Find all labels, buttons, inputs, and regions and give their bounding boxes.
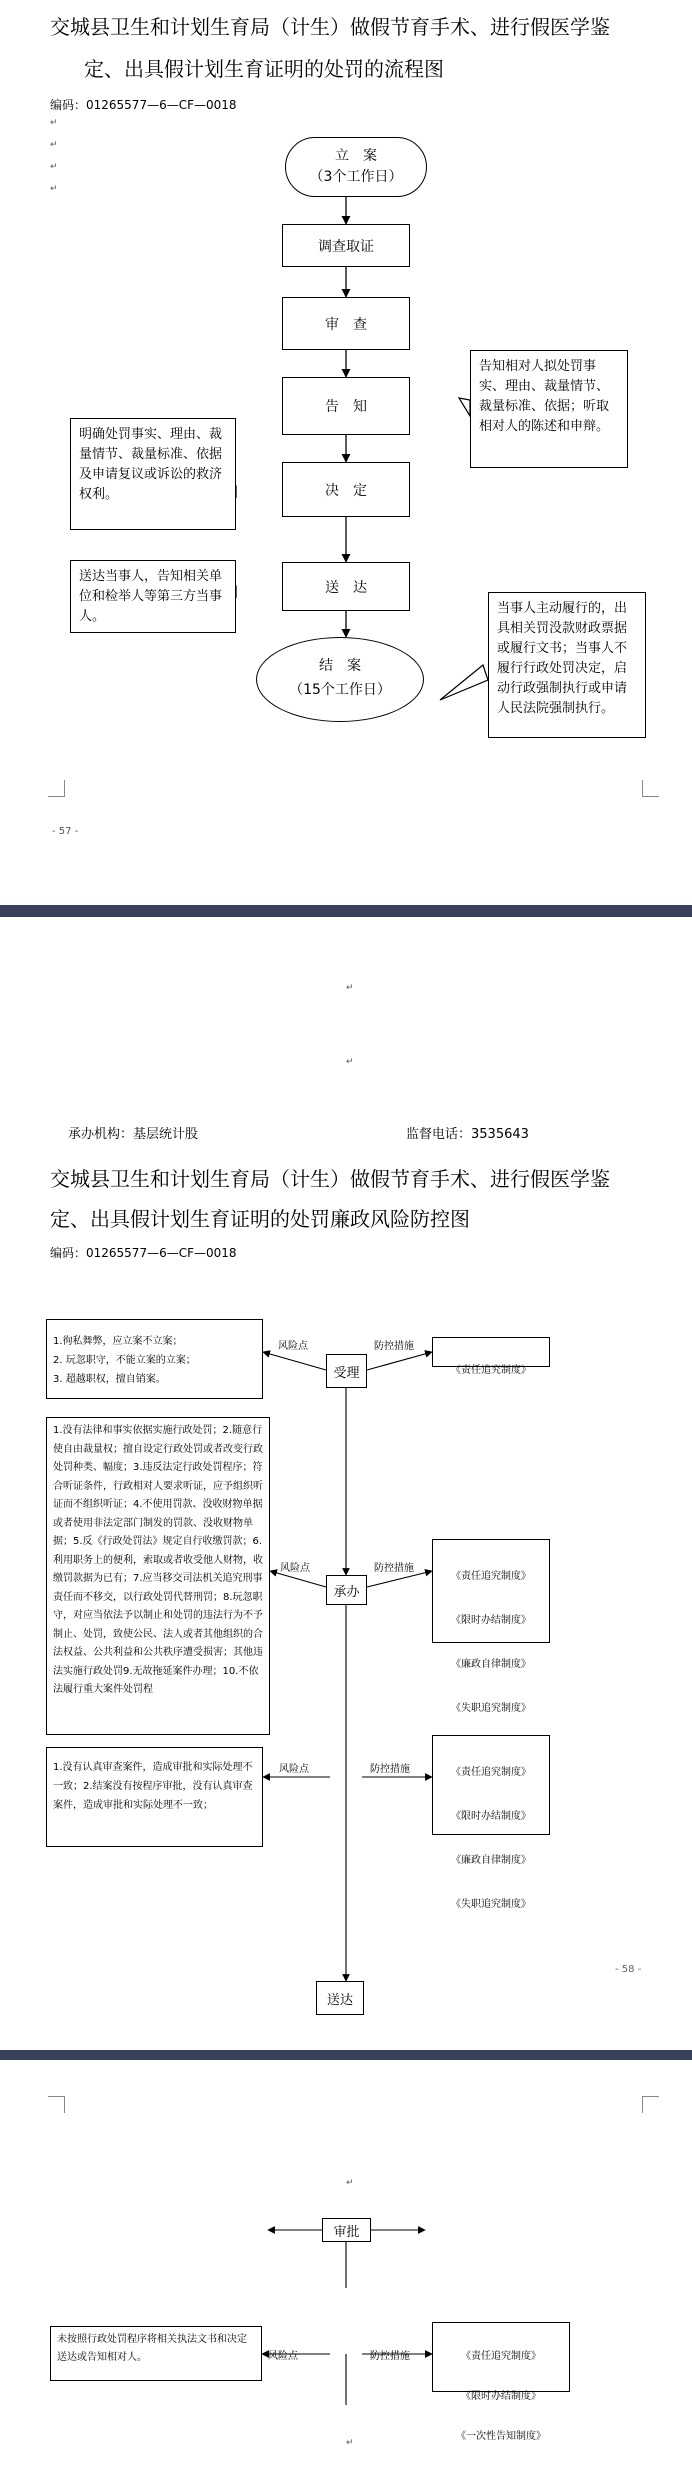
- end-node-label: 结 案: [319, 658, 361, 674]
- control-deliver-item: 《限时办结制度》: [451, 1811, 531, 1822]
- step-inform: 告 知: [282, 377, 410, 435]
- crop-mark: [642, 780, 659, 797]
- paragraph-mark: ↵: [50, 184, 58, 194]
- approve-connectors: [0, 2060, 692, 2468]
- control-approve-item: 《责任追究制度》: [461, 2351, 541, 2362]
- control-accept-item: 《责任追究制度》: [451, 1365, 531, 1376]
- node-accept: 受理: [326, 1354, 367, 1388]
- agency-label: 承办机构：基层统计股: [68, 1127, 199, 1142]
- page-separator: [0, 905, 692, 917]
- risk-box-undertake: 1.没有法律和事实依据实施行政处罚；2.随意行使自由裁量权；擅自设定行政处罚或者改变行政处罚种类、幅度；3.违反法定行政处罚程序；符合听证条件，行政相对人要求听证，应予组织听证而不组织听证；4.不使用罚款、没收财物单据或者使用非法定部门制发的罚款、没收财物单据；5.反《行政处罚法》规定自行收缴罚款；6.利用职务上的便利，索取或者收受他人财物，收缴罚款据为已有；7.应当移交司法机关追究刑事责任而不移交，以行政处罚代替刑罚；8.玩忽职守，对应当依法予以制止和处罚的违法行为不予制止、处罚，致使公民、法人或者其他组织的合法权益、公共利益和公共秩序遭受损害；其他违法实施行政处罚9.无故拖延案件办理；10.不依法履行重大案件处罚程: [46, 1417, 270, 1735]
- page-2: [0, 917, 692, 2050]
- control-box-accept: [432, 1337, 550, 1376]
- note-deliver: 送达当事人，告知相关单位和检举人等第三方当事人。: [70, 560, 236, 633]
- paragraph-mark: ↵: [346, 2178, 354, 2188]
- step-deliver: 送 达: [282, 562, 410, 611]
- control-label-deliver: 防控措施: [370, 1764, 410, 1775]
- crop-mark: [48, 780, 65, 797]
- page-1: [0, 0, 692, 905]
- risk-label-deliver: 风险点: [279, 1764, 309, 1775]
- note-decide: 明确处罚事实、理由、裁量情节、裁量标准、依据及申请复议或诉讼的救济权利。: [70, 418, 236, 530]
- control-label-undertake: 防控措施: [374, 1563, 414, 1574]
- document-code: 编码：01265577—6—CF—0018: [50, 98, 237, 112]
- control-deliver-item: 《廉政自律制度》: [451, 1855, 531, 1866]
- risk-label-accept: 风险点: [278, 1341, 308, 1352]
- step-investigate: 调查取证: [282, 224, 410, 267]
- control-label-approve: 防控措施: [370, 2351, 410, 2362]
- start-node: [285, 137, 427, 197]
- node-approve: 审批: [322, 2218, 371, 2242]
- phone-label: 监督电话：3535643: [406, 1127, 529, 1142]
- control-approve-item: 《一次性告知制度》: [456, 2431, 546, 2442]
- page-title-line1: 交城县卫生和计划生育局（计生）做假节育手术、进行假医学鉴: [50, 1167, 610, 1191]
- control-undertake-item: 《失职追究制度》: [451, 1703, 531, 1714]
- control-box-undertake: [432, 1539, 550, 1714]
- control-deliver-item: 《失职追究制度》: [451, 1899, 531, 1910]
- risk-label-undertake: 风险点: [280, 1563, 310, 1574]
- page-number: - 57 -: [52, 826, 79, 837]
- page-title-line1: 交城县卫生和计划生育局（计生）做假节育手术、进行假医学鉴: [50, 15, 610, 39]
- risk-box-accept: 1.徇私舞弊，应立案不立案； 2. 玩忽职守，不能立案的立案； 3. 超越职权，擅自销案。: [46, 1319, 263, 1399]
- paragraph-mark: ↵: [346, 983, 354, 993]
- end-node-duration: （15个工作日）: [289, 682, 391, 698]
- step-decide: 决 定: [282, 462, 410, 517]
- document-code: 编码：01265577—6—CF—0018: [50, 1246, 237, 1260]
- note-close: 当事人主动履行的，出具相关罚没款财政票据或履行文书；当事人不履行行政处罚决定，启动行政强制执行或申请人民法院强制执行。: [488, 592, 646, 738]
- paragraph-mark: ↵: [50, 118, 58, 128]
- page-separator: [0, 2050, 692, 2060]
- start-node-duration: （3个工作日）: [309, 169, 403, 185]
- page-number: - 58 -: [615, 1964, 642, 1975]
- page-title-line2: 定、出具假计划生育证明的处罚廉政风险防控图: [50, 1207, 470, 1231]
- control-undertake-item: 《限时办结制度》: [451, 1615, 531, 1626]
- paragraph-mark: ↵: [50, 162, 58, 172]
- node-deliver: 送达: [316, 1981, 364, 2015]
- node-undertake: 承办: [326, 1575, 367, 1605]
- page-title-line2: 定、出具假计划生育证明的处罚的流程图: [84, 57, 444, 81]
- control-undertake-item: 《责任追究制度》: [451, 1571, 531, 1582]
- step-review: 审 查: [282, 297, 410, 350]
- control-deliver-item: 《责任追究制度》: [451, 1767, 531, 1778]
- page-3: [0, 2060, 692, 2468]
- paragraph-mark: ↵: [50, 140, 58, 150]
- start-node-label: 立 案: [335, 148, 377, 164]
- risk-box-approve: 未按照行政处罚程序将相关执法文书和决定送达或告知相对人。: [50, 2326, 262, 2381]
- control-approve-item: 《限时办结制度》: [461, 2391, 541, 2402]
- control-label-accept: 防控措施: [374, 1341, 414, 1352]
- control-box-deliver: [432, 1735, 550, 1910]
- control-undertake-item: 《廉政自律制度》: [451, 1659, 531, 1670]
- risk-box-deliver: 1.没有认真审查案件，造成审批和实际处理不一致；2.结案没有按程序审批，没有认真审查案件，造成审批和实际处理不一致；: [46, 1747, 263, 1847]
- paragraph-mark: ↵: [346, 2438, 354, 2448]
- risk-label-approve: 风险点: [268, 2351, 298, 2362]
- control-box-approve: [432, 2322, 570, 2442]
- note-inform: 告知相对人拟处罚事实、理由、裁量情节、裁量标准、依据；听取相对人的陈述和申辩。: [470, 350, 628, 468]
- paragraph-mark: ↵: [346, 1057, 354, 1067]
- end-node: [256, 637, 424, 722]
